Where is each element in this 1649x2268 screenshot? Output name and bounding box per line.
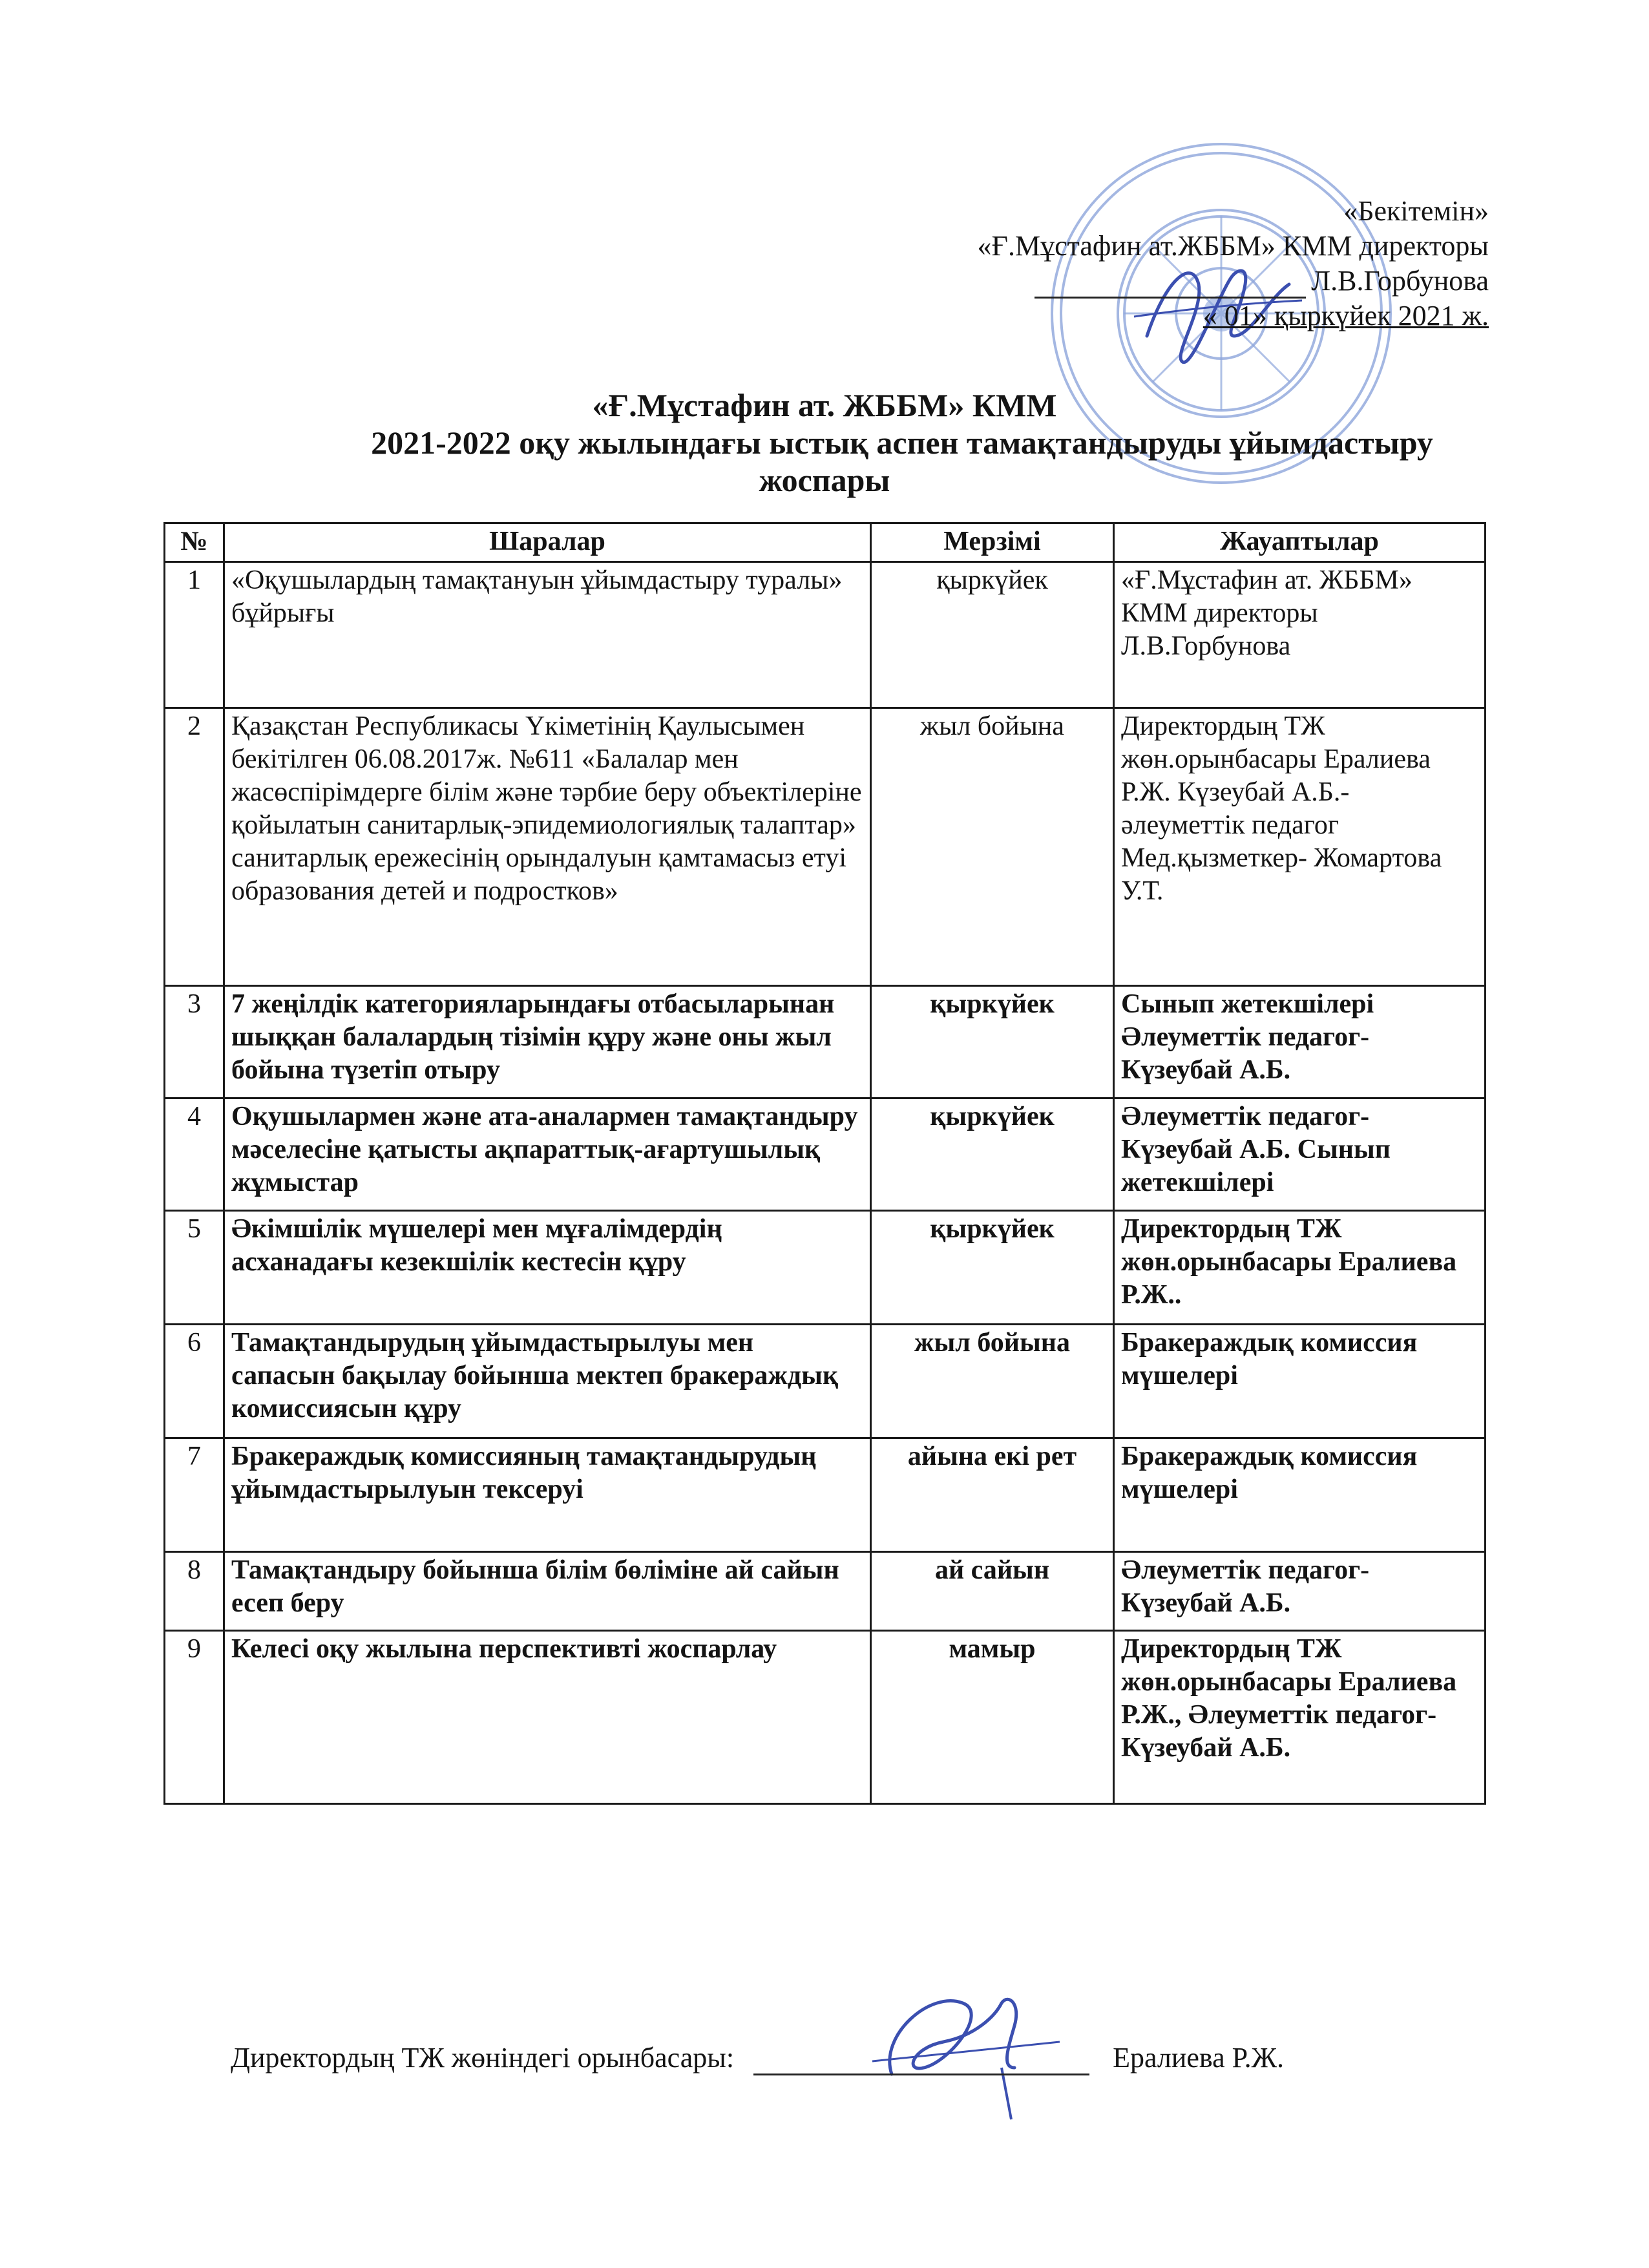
table-row — [165, 1098, 1486, 1211]
row-event: Келесі оқу жылына перспективті жоспарлау — [224, 1631, 871, 1804]
table-row — [165, 708, 1486, 986]
row-term: жыл бойына — [871, 1325, 1114, 1438]
row-responsible: Директордың ТЖ жөн.орынбасары Ералиева Р.Ж.. — [1114, 1211, 1486, 1325]
approval-name: Л.В.Горбунова — [1311, 265, 1489, 297]
table-row — [165, 1211, 1486, 1325]
row-term: ай сайын — [871, 1552, 1114, 1631]
row-event: Тамақтандыру бойынша білім бөліміне ай сайын есеп беру — [224, 1552, 871, 1631]
approval-heading: «Бекітемін» — [1343, 195, 1489, 227]
row-num: 1 — [165, 562, 224, 708]
table-row — [165, 562, 1486, 708]
row-responsible: «Ғ.Мұстафин ат. ЖББМ» КММ директоры Л.В.Горбунова — [1114, 562, 1486, 708]
row-term: жыл бойына — [871, 708, 1114, 986]
row-num: 2 — [165, 708, 224, 986]
row-event: Бракераждық комиссияның тамақтандырудың ұйымдастырылуын тексеруі — [224, 1438, 871, 1552]
row-event: 7 жеңілдік категорияларындағы отбасыларынан шыққан балалардың тізімін құру және оны жыл бойына түзетіп отыру — [224, 986, 871, 1098]
table-row — [165, 986, 1486, 1098]
footer-name: Ералиева Р.Ж. — [1113, 2042, 1285, 2074]
table-row — [165, 1325, 1486, 1438]
row-term: қыркүйек — [871, 562, 1114, 708]
row-num: 4 — [165, 1098, 224, 1211]
footer-position: Директордың ТЖ жөніндегі орынбасары: — [231, 2042, 735, 2074]
row-responsible: Бракераждық комиссия мүшелері — [1114, 1438, 1486, 1552]
header-num: № — [165, 523, 224, 562]
row-event: Тамақтандырудың ұйымдастырылуы мен сапасын бақылау бойынша мектеп бракераждық комиссиясын құру — [224, 1325, 871, 1438]
row-term: қыркүйек — [871, 1211, 1114, 1325]
title-line-3: жоспары — [759, 462, 890, 498]
row-responsible: Директордың ТЖ жөн.орынбасары Ералиева Р.Ж. Күзеубай А.Б.- әлеуметтік педагог Мед.қызметкер- Жомартова У.Т. — [1114, 708, 1486, 986]
row-responsible: Сынып жетекшілері Әлеуметтік педагог- Күзеубай А.Б. — [1114, 986, 1486, 1098]
row-event: Қазақстан Республикасы Үкіметінің Қаулысымен бекітілген 06.08.2017ж. №611 «Балалар мен жасөспірімдерге білім және тәрбие беру объектілеріне қойылатын санитарлық-эпидемиологиялық талаптар» санитарлық ережесінің орындалуын қамтамасыз етуі образования детей и подростков» — [224, 708, 871, 986]
title-line-2: 2021-2022 оқу жылындағы ыстық аспен тамақтандыруды ұйымдастыру — [371, 425, 1433, 461]
row-num: 7 — [165, 1438, 224, 1552]
approval-name-line — [978, 264, 1489, 299]
approval-block — [978, 194, 1489, 333]
approval-position: «Ғ.Мұстафин ат.ЖББМ» КММ директоры — [977, 230, 1489, 262]
plan-table — [163, 522, 1486, 1805]
header-event: Шаралар — [224, 523, 871, 562]
row-responsible: Бракераждық комиссия мүшелері — [1114, 1325, 1486, 1438]
row-term: айына екі рет — [871, 1438, 1114, 1552]
table-row — [165, 1438, 1486, 1552]
header-responsible: Жауаптылар — [1114, 523, 1486, 562]
table-row — [165, 1552, 1486, 1631]
row-responsible: Әлеуметтік педагог- Күзеубай А.Б. — [1114, 1552, 1486, 1631]
footer-signature-line — [753, 2048, 1089, 2075]
row-event: Әкімшілік мүшелері мен мұғалімдердің асханадағы кезекшілік кестесін құру — [224, 1211, 871, 1325]
row-num: 9 — [165, 1631, 224, 1804]
signature-line — [1035, 271, 1306, 299]
footer-signoff — [231, 2041, 1284, 2075]
row-num: 8 — [165, 1552, 224, 1631]
row-num: 6 — [165, 1325, 224, 1438]
table-row — [165, 1631, 1486, 1804]
row-num: 3 — [165, 986, 224, 1098]
table-header-row — [165, 523, 1486, 562]
row-term: қыркүйек — [871, 986, 1114, 1098]
row-event: «Оқушылардың тамақтануын ұйымдастыру туралы» бұйрығы — [224, 562, 871, 708]
row-term: мамыр — [871, 1631, 1114, 1804]
header-term: Мерзімі — [871, 523, 1114, 562]
row-responsible: Әлеуметтік педагог- Күзеубай А.Б. Сынып жетекшілері — [1114, 1098, 1486, 1211]
title-line-1: «Ғ.Мұстафин ат. ЖББМ» КММ — [592, 387, 1057, 423]
approval-date: « 01» қыркүйек 2021 ж. — [1203, 300, 1489, 331]
row-term: қыркүйек — [871, 1098, 1114, 1211]
row-event: Оқушылармен және ата-аналармен тамақтандыру мәселесіне қатысты ақпараттық-ағартушылық жұмыстар — [224, 1098, 871, 1211]
row-responsible: Директордың ТЖ жөн.орынбасары Ералиева Р.Ж., Әлеуметтік педагог- Күзеубай А.Б. — [1114, 1631, 1486, 1804]
row-num: 5 — [165, 1211, 224, 1325]
document-title — [0, 386, 1649, 499]
